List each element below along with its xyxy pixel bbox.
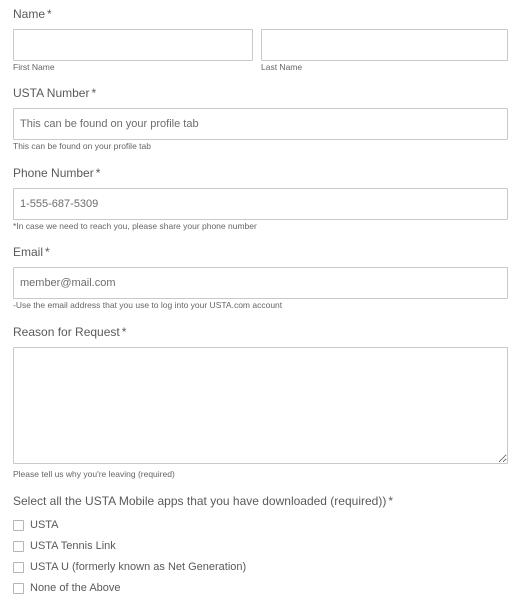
- apps-label: [13, 494, 393, 508]
- app-checkbox-usta[interactable]: [13, 520, 24, 531]
- first-name-input[interactable]: [13, 29, 253, 61]
- email-label-text: Email: [13, 245, 44, 259]
- email-label: [13, 245, 50, 259]
- last-name-sublabel: Last Name: [261, 62, 303, 72]
- required-mark: *: [388, 494, 393, 508]
- required-mark: *: [47, 7, 52, 21]
- app-option-label: USTA Tennis Link: [30, 540, 116, 552]
- apps-label-text: Select all the USTA Mobile apps that you have downloaded (required)): [13, 494, 387, 508]
- usta-number-label-text: USTA Number: [13, 86, 90, 100]
- app-option-usta-u[interactable]: [13, 560, 246, 574]
- name-label: [13, 7, 52, 21]
- email-input[interactable]: [13, 267, 508, 299]
- first-name-sublabel: First Name: [13, 62, 55, 72]
- usta-number-label: [13, 86, 96, 100]
- app-option-label: USTA U (formerly known as Net Generation): [30, 561, 247, 573]
- required-mark: *: [121, 325, 127, 339]
- usta-number-hint: This can be found on your profile tab: [13, 141, 151, 151]
- app-checkbox-usta-tennis-link[interactable]: [13, 541, 24, 552]
- phone-label: [13, 166, 100, 180]
- reason-hint: Please tell us why you're leaving (required): [13, 469, 175, 479]
- required-mark: *: [45, 245, 50, 259]
- reason-textarea[interactable]: [13, 347, 508, 464]
- app-checkbox-none[interactable]: [13, 583, 24, 594]
- app-option-usta-tennis-link[interactable]: [13, 539, 116, 553]
- app-option-label: USTA: [30, 519, 59, 531]
- app-checkbox-usta-u[interactable]: [13, 562, 24, 573]
- required-mark: *: [91, 86, 97, 100]
- reason-label: [13, 325, 126, 339]
- usta-number-input[interactable]: [13, 108, 508, 140]
- app-option-none[interactable]: [13, 581, 121, 595]
- app-option-usta[interactable]: [13, 518, 59, 532]
- phone-label-text: Phone Number: [13, 166, 94, 180]
- app-option-label: None of the Above: [30, 582, 121, 594]
- phone-hint: *In case we need to reach you, please share your phone number: [13, 221, 257, 231]
- phone-input[interactable]: [13, 188, 508, 220]
- name-label-text: Name: [13, 7, 46, 21]
- required-mark: *: [95, 166, 101, 180]
- email-hint: -Use the email address that you use to log into your USTA.com account: [13, 300, 283, 310]
- last-name-input[interactable]: [261, 29, 508, 61]
- reason-label-text: Reason for Request: [13, 325, 120, 339]
